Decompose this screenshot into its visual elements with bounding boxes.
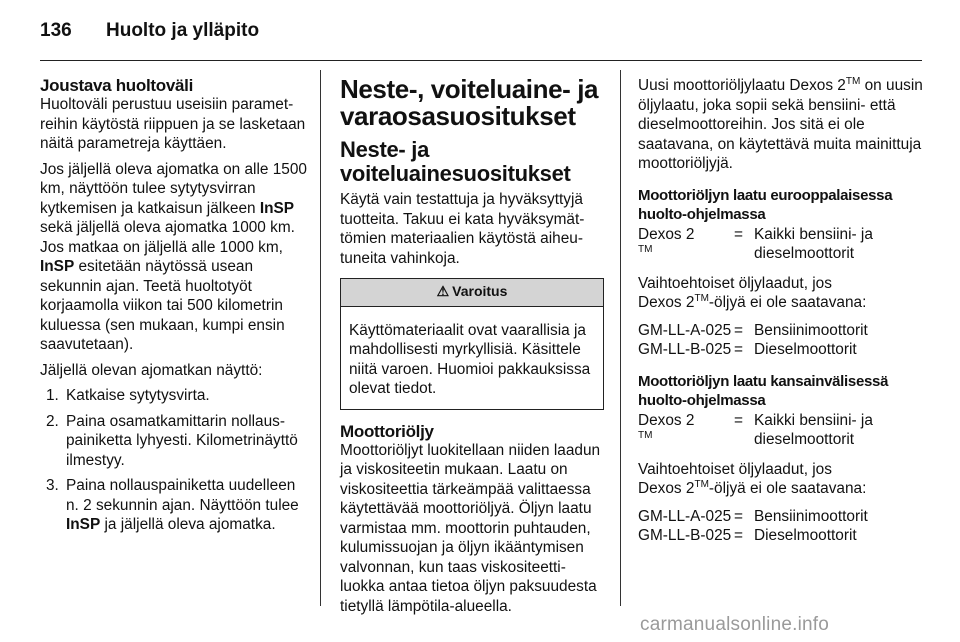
text: Uusi moottoriöljylaatu Dexos 2 [638, 77, 846, 94]
column-divider-2 [620, 70, 621, 606]
paragraph: Huoltoväli perustuu useisiin parametreihin käytöstä riippuen ja se lasketaan näitä parametreja käyttäen. [40, 96, 306, 152]
step-text: Katkaise sytytysvirta. [66, 387, 210, 404]
heading-international-oil-quality: Moottoriöljyn laatu kansainvälisessä huolto-ohjelmassa [638, 372, 889, 409]
spec-key: GM-LL-A-025 [638, 321, 732, 339]
step-text: Paina osamatkamittarin nollauspainiketta lyhyesti. Kilometrinäyttö ilmestyy. [66, 412, 298, 469]
spec-key: Dexos 2 ™ [638, 411, 695, 441]
step-text: ja jäljellä oleva ajomatka. [104, 516, 276, 533]
warning-text: Käyttömateriaalit ovat vaarallisia ja mahdollisesti myrkyllisiä. Käsittele niitä varoen. Huomioi pakkauksissa olevat tiedot. [349, 321, 591, 397]
column-3 [638, 76, 924, 556]
insp-display-text: InSP [40, 258, 75, 275]
spec-eq: = [734, 527, 743, 544]
warning-header [341, 279, 603, 307]
spec-key: GM-LL-B-025 [638, 527, 732, 544]
spec-value: Dieselmoottorit [754, 527, 857, 544]
steps-list [40, 386, 310, 535]
spec-key: GM-LL-A-025 [638, 507, 732, 525]
section-title: Huolto ja ylläpito [106, 20, 260, 41]
warning-box [340, 278, 604, 410]
list-item [46, 386, 310, 406]
paragraph: Moottoriöljyt luokitellaan niiden laadun ja viskositeetin mukaan. Laatu on viskositeettia tärkeämpää valittaessa käytettävää moottoriöljyä. Öljyn laatu varmistaa mm. moottorin puhtauden, kulumissuojan ja öljyn ikääntymisen valvonnan, kun taas viskositeettiluokka antaa tietoa öljyn paksuudesta tietyllä lämpötila-alueella. [340, 441, 601, 615]
paragraph: Jäljellä olevan ajomatkan näyttö: [40, 361, 263, 379]
paragraph [638, 76, 924, 174]
list-item [46, 476, 310, 535]
insp-display-text: InSP [66, 516, 101, 533]
subheading: Neste- ja voiteluainesuositukset [340, 137, 571, 186]
heading-engine-oil: Moottoriöljy [340, 421, 434, 441]
list-item [46, 412, 310, 471]
header-rule [40, 60, 922, 61]
spec-eq: = [734, 341, 743, 358]
paragraph [40, 160, 310, 355]
spec-value: Dieselmoottorit [754, 341, 857, 358]
warning-title: Varoitus [452, 283, 508, 299]
spec-eq: = [734, 225, 743, 243]
spec-eq: = [734, 411, 743, 429]
paragraph: Käytä vain testattuja ja hyväksyttyjä tuotteita. Takuu ei kata hyväksymättömien materiaalien käytöstä aiheutuneita vahinkoja. [340, 191, 585, 267]
trademark: TM [845, 76, 861, 87]
watermark-text: carmanualsonline.info [640, 614, 830, 635]
column-2 [340, 76, 604, 622]
step-number: 2. [46, 412, 59, 430]
step-number: 1. [46, 387, 59, 404]
spec-value: Kaikki bensiini- ja dieselmoottorit [754, 411, 873, 448]
spec-row-dexos [638, 225, 924, 264]
chapter-heading: Neste-, voiteluaine- ja varaosasuositukset [340, 74, 599, 131]
spec-key: GM-LL-B-025 [638, 341, 732, 358]
paragraph: Vaihtoehtoiset öljylaadut, jos Dexos 2™-öljyä ei ole saatavana: [638, 274, 867, 311]
page-number: 136 [40, 20, 72, 41]
text: sekä jäljellä oleva ajomatka 1000 km. Jos matkaa on jäljellä alle 1000 km, [40, 219, 295, 256]
spec-value: Bensiinimoottorit [754, 507, 868, 525]
column-divider-1 [320, 70, 321, 606]
paragraph: Vaihtoehtoiset öljylaadut, jos Dexos 2™-öljyä ei ole saatavana: [638, 460, 867, 497]
text: on uusin öljylaatu, joka sopii sekä bensiini- että dieselmoottoreihin. Jos sitä ei ole saatavana, on käytettävä muita mainittuja moottoriöljyjä. [638, 77, 923, 172]
text: Jos jäljellä oleva ajomatka on alle 1500 km, näyttöön tulee sytytysvirran kytkemisen ja katkaisun jälkeen [40, 160, 307, 217]
text: esitetään näytössä usean sekunnin ajan. Teetä huoltotyöt korjaamolla viikon tai 500 kilometrin kuluessa (sen mukaan, kumpi ensin saavutetaan). [40, 258, 285, 353]
column-1 [40, 76, 310, 541]
spec-eq: = [734, 507, 743, 525]
spec-table [638, 507, 924, 546]
spec-key: Dexos 2 ™ [638, 225, 695, 255]
insp-display-text: InSP [259, 199, 295, 217]
step-text: Paina nollauspainiketta uudelleen n. 2 sekunnin ajan. Näyttöön tulee [66, 477, 299, 514]
heading-flexible-service: Joustava huoltoväli [40, 76, 194, 95]
spec-table [638, 321, 924, 360]
step-number: 3. [46, 477, 59, 494]
warning-triangle-icon: ⚠ [436, 283, 450, 299]
spec-value: Bensiinimoottorit [754, 321, 868, 339]
heading-european-oil-quality: Moottoriöljyn laatu eurooppalaisessa huolto-ohjelmassa [638, 186, 893, 223]
spec-value: Kaikki bensiini- ja dieselmoottorit [754, 225, 873, 262]
spec-eq: = [734, 321, 743, 339]
spec-row-dexos [638, 411, 924, 450]
